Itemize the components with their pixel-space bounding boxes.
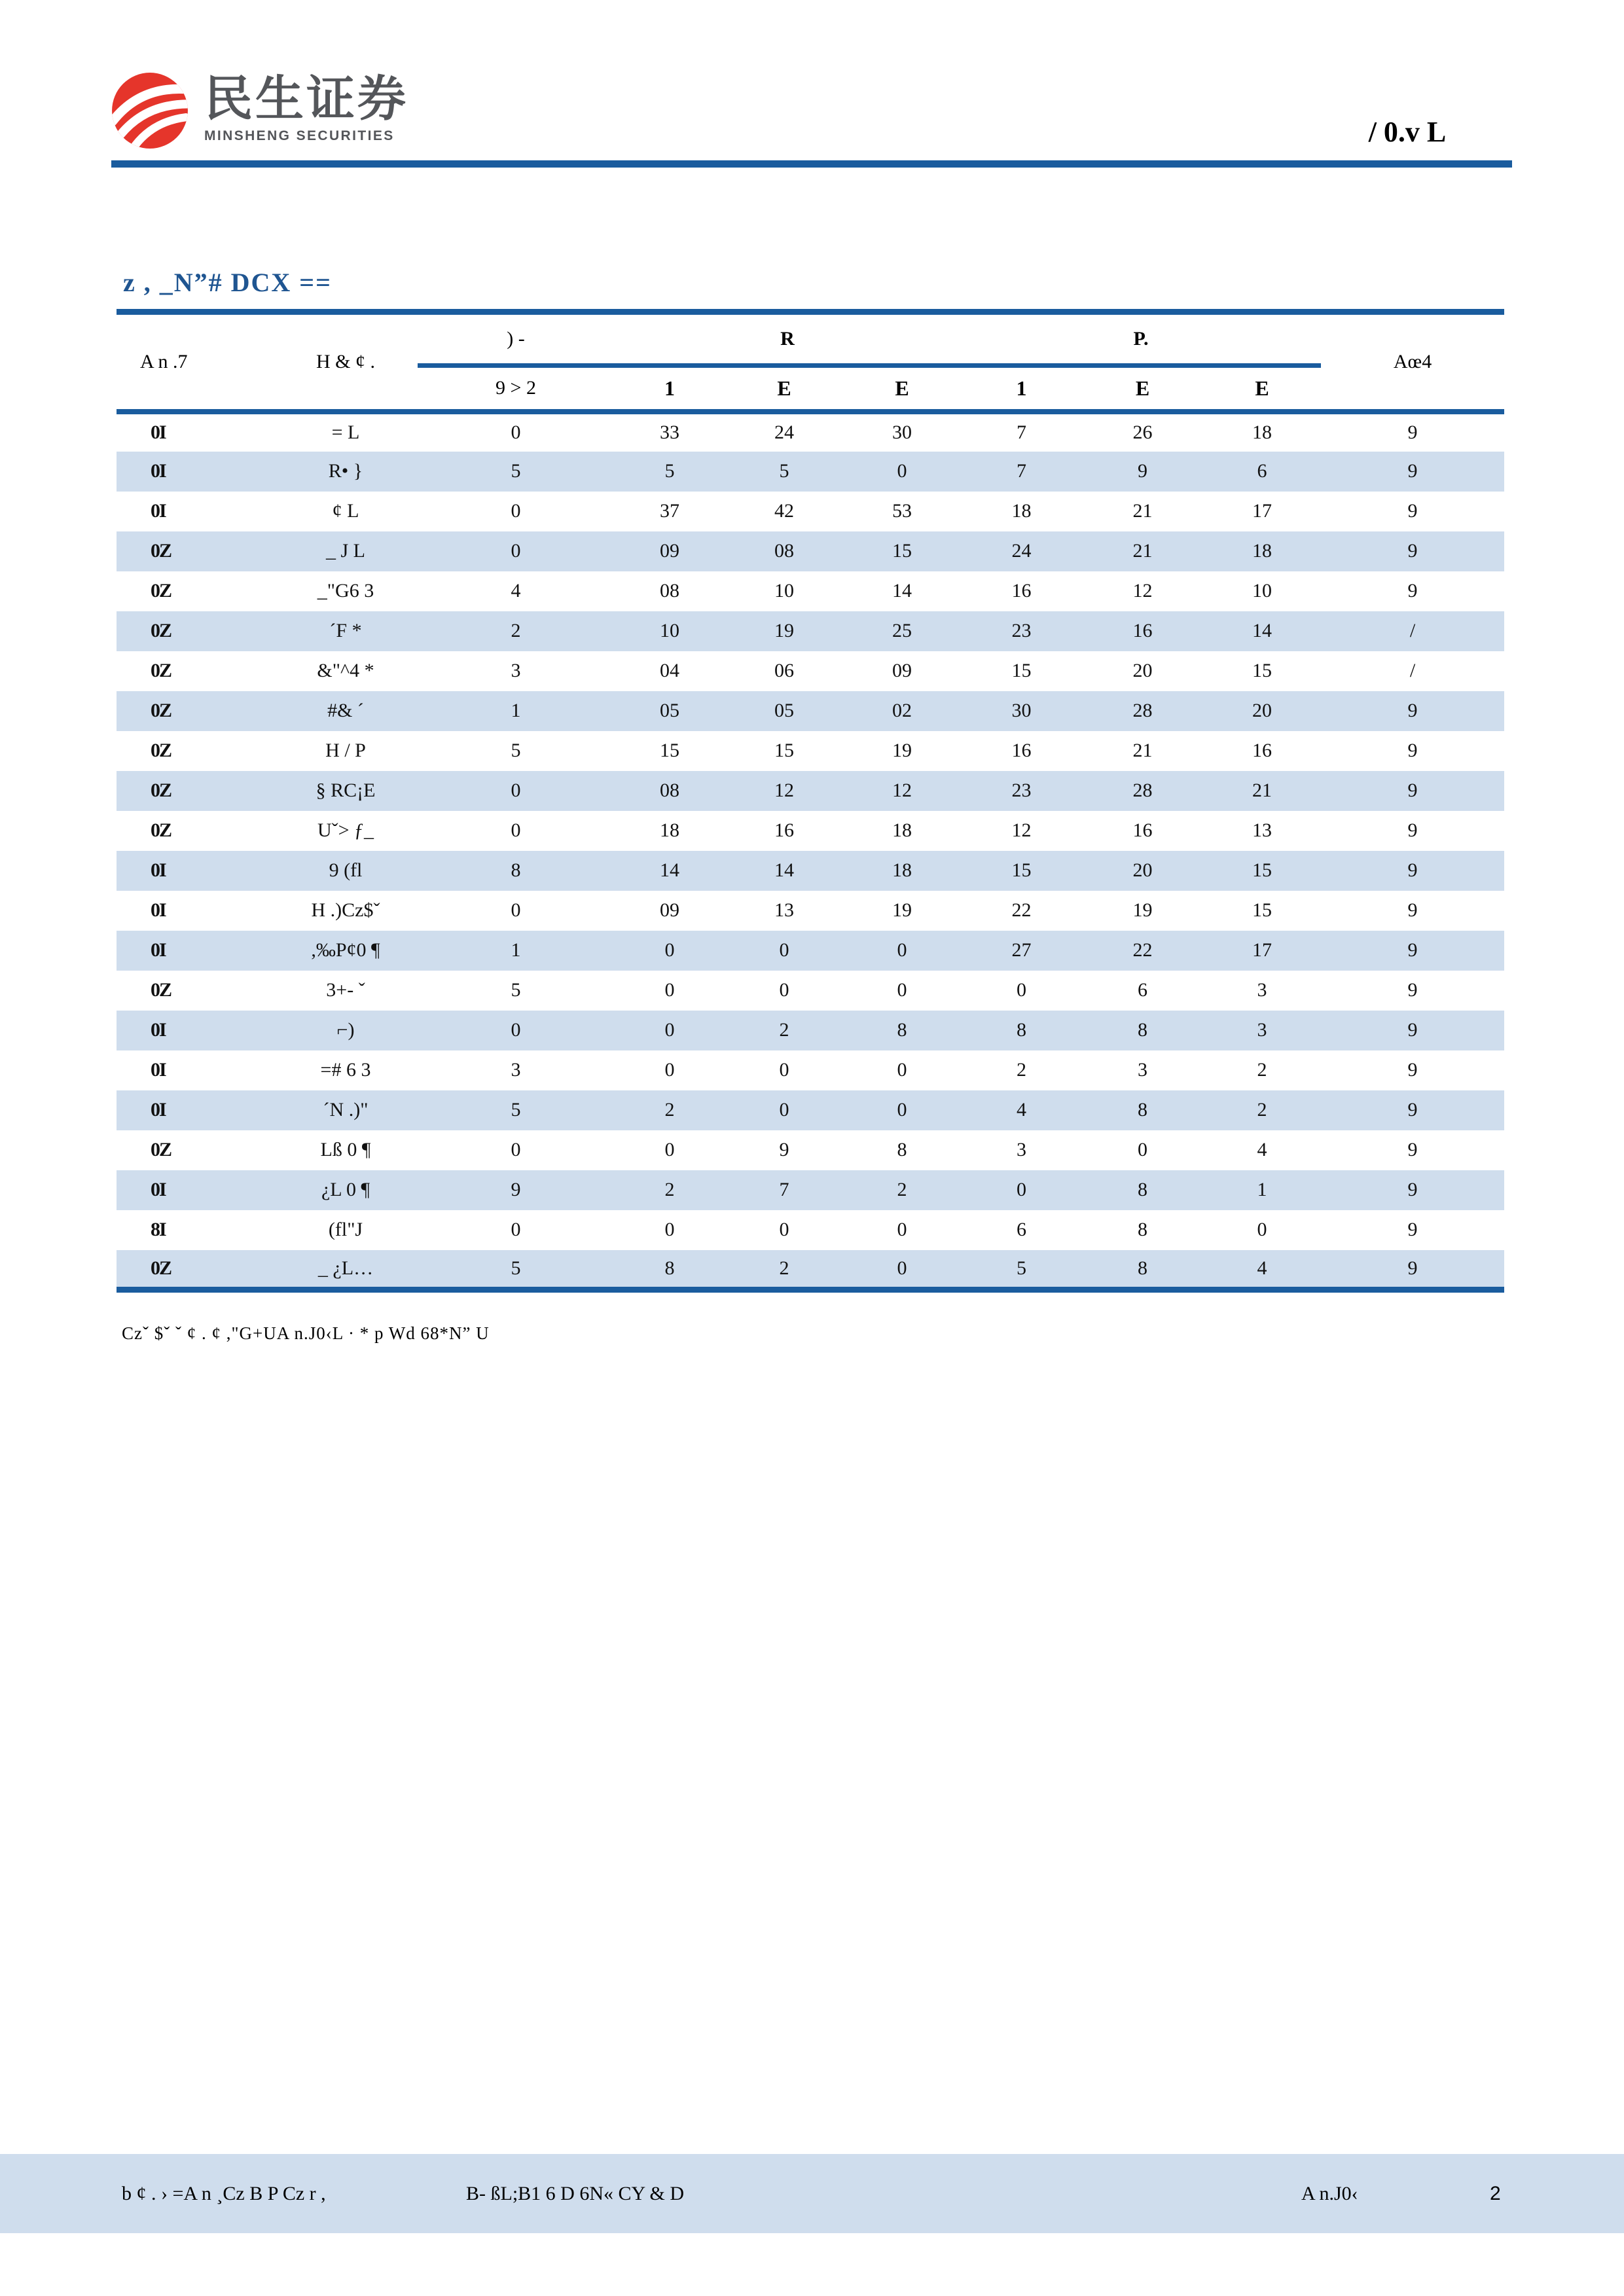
col-header-last: Aœ4 [1321, 312, 1504, 412]
brand-name-cn: 民生证券 [204, 71, 408, 126]
name-cell: &"^4 * [317, 660, 374, 681]
code-cell: 0Z [151, 979, 171, 1001]
value-cell: 4 [1257, 1257, 1267, 1279]
value-cell: 6 [1017, 1219, 1027, 1240]
code-cell: 0I [151, 1019, 166, 1041]
value-cell: 0 [897, 1059, 907, 1081]
value-cell: 13 [774, 899, 794, 921]
code-cell: 0Z [151, 620, 171, 641]
value-cell: 18 [892, 859, 912, 881]
value-cell: 4 [511, 580, 521, 601]
name-cell: =# 6 3 [320, 1059, 371, 1081]
value-cell: 8 [897, 1019, 907, 1041]
name-cell: 3+- ˇ [326, 979, 365, 1001]
value-cell: 2 [779, 1019, 789, 1041]
table-row [117, 1170, 1504, 1210]
value-cell: 0 [664, 1059, 675, 1081]
value-cell: 5 [511, 1257, 521, 1279]
code-cell: 0Z [151, 740, 171, 761]
value-cell: 2 [897, 1179, 907, 1200]
value-cell: 3 [1257, 979, 1267, 1001]
value-cell: 0 [779, 1219, 789, 1240]
sub-header-cell: 9 > 2 [418, 366, 614, 412]
value-cell: 2 [1257, 1099, 1267, 1121]
name-cell: 9 (fl [329, 859, 363, 881]
value-cell: 19 [774, 620, 794, 641]
name-cell: ¢ L [332, 500, 359, 522]
value-cell: 0 [779, 979, 789, 1001]
code-cell: 0I [151, 500, 166, 522]
footer-right-text: A n.J0‹ [1301, 2183, 1358, 2204]
code-cell: 0I [151, 460, 166, 482]
value-cell: 7 [1017, 460, 1027, 482]
sub-header-cell: E [843, 366, 961, 412]
value-cell: 0 [511, 899, 521, 921]
value-cell: 09 [660, 899, 679, 921]
value-cell: 9 [1407, 1019, 1418, 1041]
value-cell: 14 [1252, 620, 1272, 641]
value-cell: 12 [774, 780, 794, 801]
code-cell: 0I [151, 1099, 166, 1121]
value-cell: 8 [1138, 1099, 1148, 1121]
group-header-3: P. [961, 312, 1321, 366]
value-cell: 08 [660, 580, 679, 601]
code-cell: 0I [151, 1059, 166, 1081]
doc-type-label: / 0.v L [1368, 116, 1447, 148]
code-cell: 0I [151, 859, 166, 881]
value-cell: 18 [1252, 540, 1272, 562]
value-cell: 0 [511, 1139, 521, 1160]
value-cell: 0 [664, 939, 675, 961]
name-cell: Lß 0 ¶ [320, 1139, 371, 1160]
table-body [117, 412, 1504, 1290]
footer-left-text: b ¢ . › =A n ¸Cz B P Cz r , [122, 2183, 326, 2204]
code-cell: 0I [151, 939, 166, 961]
value-cell: 9 [1407, 979, 1418, 1001]
value-cell: 22 [1011, 899, 1032, 921]
value-cell: 2 [1017, 1059, 1027, 1081]
table-row [117, 771, 1504, 811]
value-cell: 0 [897, 1219, 907, 1240]
value-cell: 0 [897, 979, 907, 1001]
value-cell: 16 [1011, 740, 1032, 761]
footer-mid-text: B- ßL;B1 6 D 6N« CY & D [466, 2183, 685, 2204]
name-cell: H / P [325, 740, 366, 761]
code-cell: 0I [151, 422, 166, 443]
table-row [117, 1050, 1504, 1090]
value-cell: 7 [779, 1179, 789, 1200]
value-cell: 9 [1407, 422, 1418, 443]
value-cell: 1 [511, 939, 521, 961]
table-row [117, 1090, 1504, 1130]
value-cell: 9 [1407, 939, 1418, 961]
value-cell: 9 [1407, 819, 1418, 841]
value-cell: 8 [1138, 1257, 1148, 1279]
value-cell: 15 [1011, 660, 1032, 681]
name-cell: ´F * [329, 620, 362, 641]
value-cell: 21 [1132, 540, 1153, 562]
value-cell: 9 [1407, 859, 1418, 881]
code-cell: 0Z [151, 819, 171, 841]
value-cell: 30 [1011, 700, 1032, 721]
value-cell: 0 [779, 939, 789, 961]
value-cell: 0 [779, 1059, 789, 1081]
value-cell: 0 [664, 1019, 675, 1041]
value-cell: 28 [1132, 780, 1153, 801]
name-cell: ¿L 0 ¶ [321, 1179, 370, 1200]
value-cell: 18 [1252, 422, 1272, 443]
value-cell: 16 [1132, 620, 1153, 641]
value-cell: 3 [1138, 1059, 1148, 1081]
table-row [117, 1130, 1504, 1170]
table-row [117, 651, 1504, 691]
value-cell: 33 [660, 422, 679, 443]
brand-text [204, 71, 408, 144]
table-row [117, 492, 1504, 531]
value-cell: 8 [1138, 1019, 1148, 1041]
value-cell: 8 [1017, 1019, 1027, 1041]
sub-header-cell: 1 [961, 366, 1082, 412]
value-cell: 9 [1407, 580, 1418, 601]
value-cell: 1 [1257, 1179, 1267, 1200]
value-cell: 2 [664, 1099, 675, 1121]
value-cell: 23 [1011, 780, 1032, 801]
value-cell: 9 [779, 1139, 789, 1160]
value-cell: 0 [511, 819, 521, 841]
value-cell: 9 [1407, 1059, 1418, 1081]
code-cell: 8I [151, 1219, 166, 1240]
code-cell: 0Z [151, 1139, 171, 1160]
value-cell: 9 [1407, 1219, 1418, 1240]
value-cell: 16 [1011, 580, 1032, 601]
sub-header-cell: 1 [614, 366, 725, 412]
value-cell: 0 [1257, 1219, 1267, 1240]
group-header-1: ) - [418, 312, 614, 366]
value-cell: 20 [1132, 660, 1153, 681]
page-number: 2 [1490, 2183, 1501, 2204]
value-cell: 2 [1257, 1059, 1267, 1081]
value-cell: 14 [660, 859, 679, 881]
value-cell: 26 [1132, 422, 1153, 443]
code-cell: 0Z [151, 780, 171, 801]
value-cell: 25 [892, 620, 912, 641]
value-cell: 0 [897, 939, 907, 961]
value-cell: 4 [1257, 1139, 1267, 1160]
value-cell: 15 [1252, 859, 1272, 881]
value-cell: 05 [660, 700, 679, 721]
table-row [117, 891, 1504, 931]
table-row [117, 851, 1504, 891]
group-header-2: R [614, 312, 961, 366]
value-cell: / [1409, 620, 1416, 641]
value-cell: 9 [1407, 899, 1418, 921]
name-cell: (fl"J [328, 1219, 363, 1240]
table-row [117, 691, 1504, 731]
value-cell: 9 [1407, 1139, 1418, 1160]
value-cell: 12 [892, 780, 912, 801]
value-cell: 1 [511, 700, 521, 721]
value-cell: 9 [1407, 460, 1418, 482]
value-cell: 14 [774, 859, 794, 881]
value-cell: 0 [511, 1219, 521, 1240]
table-row [117, 971, 1504, 1011]
value-cell: 8 [897, 1139, 907, 1160]
value-cell: 5 [511, 740, 521, 761]
value-cell: 0 [779, 1099, 789, 1121]
value-cell: 02 [892, 700, 912, 721]
value-cell: 17 [1252, 939, 1272, 961]
value-cell: 0 [664, 979, 675, 1001]
table-row [117, 611, 1504, 651]
value-cell: 9 [1407, 1099, 1418, 1121]
value-cell: 20 [1132, 859, 1153, 881]
value-cell: 9 [1138, 460, 1148, 482]
value-cell: 09 [660, 540, 679, 562]
name-cell: #& ´ [327, 700, 364, 721]
value-cell: 15 [892, 540, 912, 562]
table-row [117, 1011, 1504, 1050]
brand-name-en: MINSHENG SECURITIES [204, 128, 395, 143]
value-cell: 42 [774, 500, 794, 522]
code-cell: 0I [151, 899, 166, 921]
value-cell: 9 [511, 1179, 521, 1200]
value-cell: 2 [779, 1257, 789, 1279]
value-cell: 30 [892, 422, 912, 443]
value-cell: 3 [511, 1059, 521, 1081]
value-cell: 0 [511, 540, 521, 562]
value-cell: 21 [1132, 500, 1153, 522]
value-cell: 10 [1252, 580, 1272, 601]
page-footer [0, 2154, 1624, 2233]
value-cell: 21 [1132, 740, 1153, 761]
value-cell: / [1409, 660, 1416, 681]
value-cell: 08 [660, 780, 679, 801]
code-cell: 0Z [151, 540, 171, 562]
col-header-code: A n .7 [117, 312, 274, 412]
group-header-row [117, 312, 1504, 366]
value-cell: 0 [897, 1257, 907, 1279]
value-cell: 5 [779, 460, 789, 482]
value-cell: 5 [511, 979, 521, 1001]
value-cell: 19 [892, 899, 912, 921]
name-cell: _ J L [326, 540, 365, 562]
value-cell: 9 [1407, 700, 1418, 721]
value-cell: 9 [1407, 740, 1418, 761]
value-cell: 6 [1257, 460, 1267, 482]
value-cell: 4 [1017, 1099, 1027, 1121]
value-cell: 16 [774, 819, 794, 841]
sub-header-cell: E [1203, 366, 1321, 412]
brand [110, 71, 408, 151]
value-cell: 0 [1138, 1139, 1148, 1160]
value-cell: 24 [1011, 540, 1032, 562]
data-table [117, 309, 1504, 1293]
value-cell: 09 [892, 660, 912, 681]
code-cell: 0Z [151, 660, 171, 681]
value-cell: 16 [1132, 819, 1153, 841]
value-cell: 21 [1252, 780, 1272, 801]
table-row [117, 1210, 1504, 1250]
name-cell: ´N .)" [323, 1099, 369, 1121]
name-cell: H .)Cz$ˇ [311, 899, 380, 921]
value-cell: 14 [892, 580, 912, 601]
table-row [117, 452, 1504, 492]
value-cell: 3 [1257, 1019, 1267, 1041]
value-cell: 13 [1252, 819, 1272, 841]
value-cell: 15 [774, 740, 794, 761]
masthead-rule [111, 160, 1512, 168]
value-cell: 15 [1252, 660, 1272, 681]
value-cell: 0 [897, 460, 907, 482]
value-cell: 0 [664, 1139, 675, 1160]
value-cell: 0 [1017, 979, 1027, 1001]
value-cell: 0 [511, 500, 521, 522]
value-cell: 8 [511, 859, 521, 881]
value-cell: 12 [1132, 580, 1153, 601]
value-cell: 2 [664, 1179, 675, 1200]
table-row [117, 931, 1504, 971]
value-cell: 9 [1407, 1257, 1418, 1279]
value-cell: 18 [1011, 500, 1032, 522]
value-cell: 06 [774, 660, 794, 681]
value-cell: 15 [660, 740, 679, 761]
table-row [117, 531, 1504, 571]
value-cell: 17 [1252, 500, 1272, 522]
sub-header-cell: E [725, 366, 843, 412]
value-cell: 5 [664, 460, 675, 482]
value-cell: 10 [774, 580, 794, 601]
value-cell: 15 [1252, 899, 1272, 921]
value-cell: 9 [1407, 780, 1418, 801]
value-cell: 19 [892, 740, 912, 761]
table-row [117, 811, 1504, 851]
value-cell: 15 [1011, 859, 1032, 881]
value-cell: 08 [774, 540, 794, 562]
name-cell: ,‰P¢0 ¶ [311, 939, 380, 961]
code-cell: 0Z [151, 1257, 171, 1279]
value-cell: 18 [660, 819, 679, 841]
name-cell: ⌐) [336, 1019, 355, 1041]
value-cell: 0 [897, 1099, 907, 1121]
value-cell: 9 [1407, 540, 1418, 562]
table-wrapper [117, 309, 1504, 1293]
value-cell: 37 [660, 500, 679, 522]
value-cell: 28 [1132, 700, 1153, 721]
table-row [117, 1250, 1504, 1290]
table-row [117, 731, 1504, 771]
value-cell: 2 [511, 620, 521, 641]
value-cell: 04 [660, 660, 679, 681]
table-footnote: Czˇ $ˇ ˇ ¢ . ¢ ,"G+UA n.J0‹L · * p Wd 68*N” U [122, 1323, 490, 1343]
value-cell: 3 [511, 660, 521, 681]
minsheng-logo-icon [110, 71, 190, 151]
value-cell: 6 [1138, 979, 1148, 1001]
value-cell: 8 [1138, 1219, 1148, 1240]
value-cell: 05 [774, 700, 794, 721]
name-cell: Uˇ> ƒ_ [317, 819, 374, 841]
value-cell: 0 [664, 1219, 675, 1240]
name-cell: _ ¿L… [317, 1257, 374, 1279]
value-cell: 27 [1011, 939, 1032, 961]
value-cell: 22 [1132, 939, 1153, 961]
code-cell: 0I [151, 1179, 166, 1200]
value-cell: 0 [511, 1019, 521, 1041]
value-cell: 8 [1138, 1179, 1148, 1200]
value-cell: 10 [660, 620, 679, 641]
value-cell: 5 [511, 460, 521, 482]
value-cell: 9 [1407, 1179, 1418, 1200]
code-cell: 0Z [151, 580, 171, 601]
value-cell: 0 [1017, 1179, 1027, 1200]
value-cell: 23 [1011, 620, 1032, 641]
code-cell: 0Z [151, 700, 171, 721]
value-cell: 18 [892, 819, 912, 841]
name-cell: R• } [328, 460, 363, 482]
value-cell: 5 [1017, 1257, 1027, 1279]
value-cell: 8 [664, 1257, 675, 1279]
sub-header-cell: E [1082, 366, 1203, 412]
value-cell: 7 [1017, 422, 1027, 443]
value-cell: 19 [1132, 899, 1153, 921]
table-row [117, 571, 1504, 611]
value-cell: 5 [511, 1099, 521, 1121]
value-cell: 3 [1017, 1139, 1027, 1160]
value-cell: 12 [1011, 819, 1032, 841]
value-cell: 20 [1252, 700, 1272, 721]
value-cell: 0 [511, 422, 521, 443]
name-cell: = L [331, 422, 360, 443]
value-cell: 16 [1252, 740, 1272, 761]
name-cell: § RC¡E [316, 780, 376, 801]
name-cell: _"G6 3 [317, 580, 374, 601]
value-cell: 9 [1407, 500, 1418, 522]
value-cell: 24 [774, 422, 794, 443]
value-cell: 0 [511, 780, 521, 801]
col-header-name: H & ¢ . [274, 312, 418, 412]
table-title: z , _N”# DCX == [123, 268, 332, 297]
value-cell: 53 [892, 500, 912, 522]
table-row [117, 412, 1504, 452]
